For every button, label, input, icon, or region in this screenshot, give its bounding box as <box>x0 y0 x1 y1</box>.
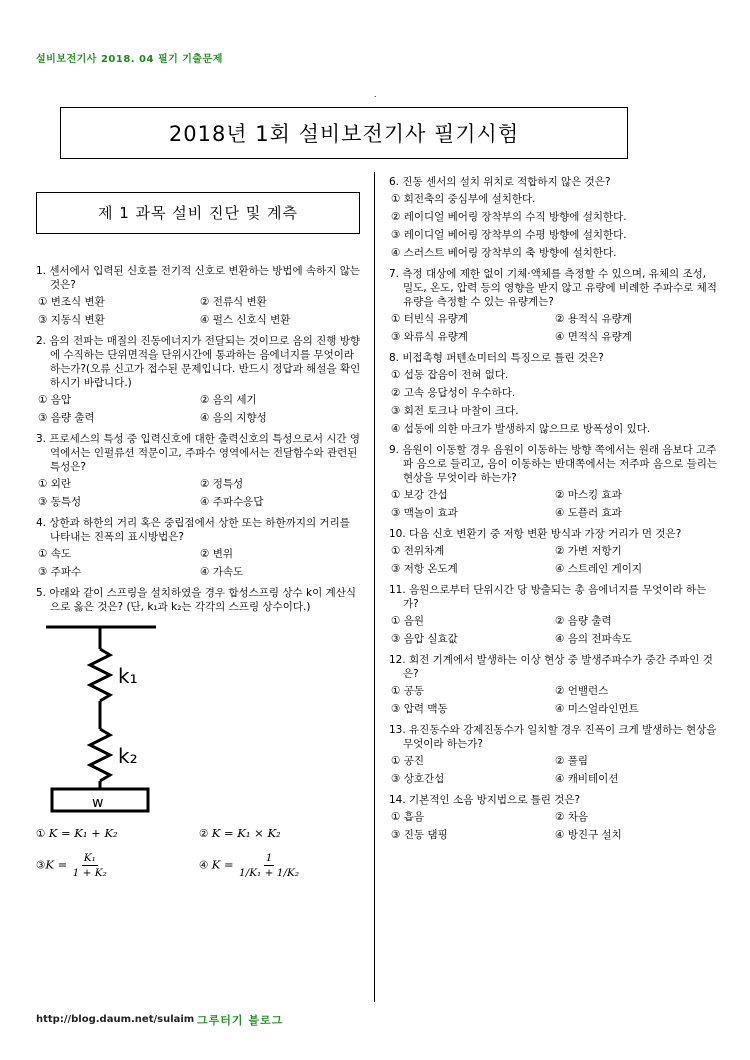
question-item <box>36 586 362 614</box>
q5-option-2: ② K = K₁ × K₂ <box>199 826 281 840</box>
question-text: 7. 측정 대상에 제한 없이 기체·액체를 측정할 수 있으며, 유체의 조성, 밀도, 온도, 압력 등의 영향을 받지 않고 유량에 비례한 주파수로 체적 유량을 측정할 수 있는 유량계는? <box>389 268 717 308</box>
answer-option[interactable]: ① 전위차계 <box>391 545 445 557</box>
question-item <box>36 432 362 509</box>
answer-option[interactable]: ② 정특성 <box>200 478 244 490</box>
left-questions <box>36 264 362 614</box>
answer-option[interactable]: ① 음압 <box>38 394 72 406</box>
question-item <box>389 723 719 786</box>
answer-option[interactable]: ② 용적식 유량계 <box>555 313 632 325</box>
question-text: 5. 아래와 같이 스프링을 설치하였을 경우 합성스프링 상수 k이 계산식으로 옳은 것은? (단, k₁과 k₂는 각각의 스프링 상수이다.) <box>36 587 356 613</box>
question-item <box>36 516 362 579</box>
answer-options <box>389 544 719 576</box>
question-text: 1. 센서에서 입력된 신호를 전기적 신호로 변환하는 방법에 속하지 않는 것은? <box>36 265 361 291</box>
answer-option[interactable]: ③ 음량 출력 <box>38 412 95 424</box>
answer-option[interactable]: ② 마스킹 효과 <box>555 489 622 501</box>
answer-option[interactable]: ④ 스트레인 게이지 <box>555 563 643 575</box>
answer-option[interactable]: ② 음의 세기 <box>200 394 257 406</box>
answer-option[interactable]: ③ 회전 토크나 마찰이 크다. <box>391 405 519 417</box>
question-text: 6. 진동 센서의 설치 위치로 적합하지 않은 것은? <box>389 176 611 188</box>
answer-option[interactable]: ① 터빈식 유량계 <box>391 313 468 325</box>
footer-blog-name: 그루터기 블로그 <box>197 1014 284 1027</box>
answer-option[interactable]: ① 회전축의 중심부에 설치한다. <box>391 193 536 205</box>
question-text: 13. 유진동수와 강제진동수가 일치할 경우 진폭이 크게 발생하는 현상을 무엇이라 하는가? <box>389 724 717 750</box>
answer-options <box>389 192 719 260</box>
answer-option[interactable]: ① 공동 <box>391 685 425 697</box>
header-tag: 설비보전기사 2018. 04 필기 기출문제 <box>36 54 223 65</box>
answer-option[interactable]: ① 보강 간섭 <box>391 489 448 501</box>
answer-option[interactable]: ① 변조식 변환 <box>38 296 105 308</box>
answer-option[interactable]: ③ 레이디얼 베어링 장착부의 수평 방향에 설치한다. <box>391 229 627 241</box>
answer-options <box>389 312 719 344</box>
answer-option[interactable]: ② 고속 응답성이 우수하다. <box>391 387 516 399</box>
answer-option[interactable]: ③ 압력 맥동 <box>391 703 448 715</box>
question-text: 8. 비접촉형 퍼텐쇼미터의 특징으로 틀린 것은? <box>389 352 604 364</box>
column-divider <box>374 172 375 1002</box>
exam-title: 2018년 1회 설비보전기사 필기시험 <box>60 107 628 159</box>
question-text: 14. 기본적인 소음 방지법으로 틀린 것은? <box>389 794 581 806</box>
answer-options <box>36 393 362 425</box>
answer-option[interactable]: ② 전류식 변환 <box>200 296 267 308</box>
answer-option[interactable]: ② 레이디얼 베어링 장착부의 수직 방향에 설치한다. <box>391 211 627 223</box>
answer-option[interactable]: ③ 와류식 유량계 <box>391 331 468 343</box>
answer-option[interactable]: ④ 주파수응답 <box>200 496 264 508</box>
answer-option[interactable]: ③ 저항 온도계 <box>391 563 458 575</box>
spring-label-k2: k₂ <box>118 744 138 768</box>
question-item <box>36 334 362 425</box>
answer-option[interactable]: ① 흡음 <box>391 811 425 823</box>
answer-option[interactable]: ④ 스러스트 베어링 장착부의 축 방향에 설치한다. <box>391 247 617 259</box>
answer-option[interactable]: ③ 음압 실효값 <box>391 633 458 645</box>
answer-option[interactable]: ② 차음 <box>555 811 589 823</box>
answer-options <box>389 684 719 716</box>
answer-option[interactable]: ④ 음의 지향성 <box>200 412 267 424</box>
answer-option[interactable]: ② 언밸런스 <box>555 685 609 697</box>
answer-option[interactable]: ③ 진동 댐핑 <box>391 829 448 841</box>
question-text: 3. 프로세스의 특성 중 입력신호에 대한 출력신호의 특성으로서 시간 영역에서는 인펄류션 적문이고, 주파수 영역에서는 전달함수와 관련된 특성은? <box>36 433 361 473</box>
answer-option[interactable]: ④ 면적식 유량계 <box>555 331 632 343</box>
answer-option[interactable]: ④ 펄스 신호식 변환 <box>200 314 291 326</box>
answer-option[interactable]: ③ 주파수 <box>38 566 82 578</box>
answer-option[interactable]: ① 공진 <box>391 755 425 767</box>
question-text: 9. 음원이 이동할 경우 음원이 이동하는 방향 쪽에서는 원래 음보다 고주파 음으로 들리고, 음이 이동하는 반대쪽에서는 저주파 음으로 들리는 현상을 무엇이라 하는가? <box>389 444 718 484</box>
answer-options <box>389 810 719 842</box>
q5-option-1: ① K = K₁ + K₂ <box>36 826 118 840</box>
answer-option[interactable]: ③ 동특성 <box>38 496 82 508</box>
answer-options <box>36 547 362 579</box>
q5-options <box>36 826 362 880</box>
question-item <box>389 527 719 576</box>
question-text: 11. 음원으로부터 단위시간 당 방출되는 총 음에너지를 무엇이라 하는가? <box>389 584 707 610</box>
answer-option[interactable]: ② 풀림 <box>555 755 589 767</box>
left-column <box>36 192 362 880</box>
question-item <box>36 264 362 327</box>
answer-options <box>36 295 362 327</box>
question-item <box>389 267 719 344</box>
question-item <box>389 653 719 716</box>
answer-option[interactable]: ① 섭동 잡음이 전혀 없다. <box>391 369 509 381</box>
answer-option[interactable]: ② 음량 출력 <box>555 615 612 627</box>
answer-options <box>389 754 719 786</box>
answer-option[interactable]: ④ 음의 전파속도 <box>555 633 632 645</box>
answer-option[interactable]: ② 변위 <box>200 548 234 560</box>
answer-option[interactable]: ④ 도플러 효과 <box>555 507 622 519</box>
q5-option-3: ③K = $\frac{\text{K₁}}{\text{1 + K₂}}$ <box>36 852 107 879</box>
spring-diagram <box>38 621 362 820</box>
question-item <box>389 443 719 520</box>
answer-option[interactable]: ① 음원 <box>391 615 425 627</box>
q5-option-4: ④ K = $\frac{1}{\text{1/K₁ + 1/K₂}}$ <box>199 852 300 879</box>
question-item <box>389 583 719 646</box>
question-text: 12. 회전 기계에서 발생하는 이상 현상 중 발생주파수가 중간 주파인 것은? <box>389 654 713 680</box>
spring-label-k1: k₁ <box>118 664 138 688</box>
question-text: 4. 상한과 하한의 거리 혹은 중립점에서 상한 또는 하한까지의 거리를 나타내는 진폭의 표시방법은? <box>36 517 350 543</box>
answer-option[interactable]: ① 외란 <box>38 478 72 490</box>
answer-option[interactable]: ④ 방진구 설치 <box>555 829 622 841</box>
question-text: 10. 다음 신호 변환기 중 저항 변환 방식과 가장 거리가 먼 것은? <box>389 528 682 540</box>
question-item <box>389 793 719 842</box>
answer-options <box>389 488 719 520</box>
answer-option[interactable]: ③ 지동식 변환 <box>38 314 105 326</box>
right-questions <box>389 175 719 842</box>
spring-label-w: w <box>92 795 104 811</box>
answer-option[interactable]: ④ 미스얼라인먼트 <box>555 703 639 715</box>
answer-option[interactable]: ④ 가속도 <box>200 566 244 578</box>
answer-options <box>389 614 719 646</box>
footer-url[interactable]: http://blog.daum.net/sulaim <box>36 1014 195 1025</box>
question-item <box>389 175 719 260</box>
answer-option[interactable]: ④ 섭동에 의한 마크가 발생하지 않으므로 방폭성이 있다. <box>391 423 651 435</box>
answer-option[interactable]: ④ 캐비테이션 <box>555 773 619 785</box>
subject-title: 제 1 과목 설비 진단 및 계측 <box>36 192 360 234</box>
answer-option[interactable]: ① 속도 <box>38 548 72 560</box>
right-column <box>389 175 719 849</box>
question-text: 2. 음의 전파는 매질의 진동에너지가 전달되는 것이므로 음의 진행 방향에 수직하는 단위면적을 단위시간에 통과하는 음에너지를 무엇이라 하는가?(오류 신고가 접수된 문제입니다. 반드시 정답과 해설을 확인하시기 바랍니다.) <box>36 335 361 389</box>
answer-options <box>389 368 719 436</box>
answer-option[interactable]: ③ 맥놀이 효과 <box>391 507 458 519</box>
answer-option[interactable]: ② 가변 저항기 <box>555 545 622 557</box>
question-item <box>389 351 719 436</box>
answer-options <box>36 477 362 509</box>
answer-option[interactable]: ③ 상호간섭 <box>391 773 445 785</box>
